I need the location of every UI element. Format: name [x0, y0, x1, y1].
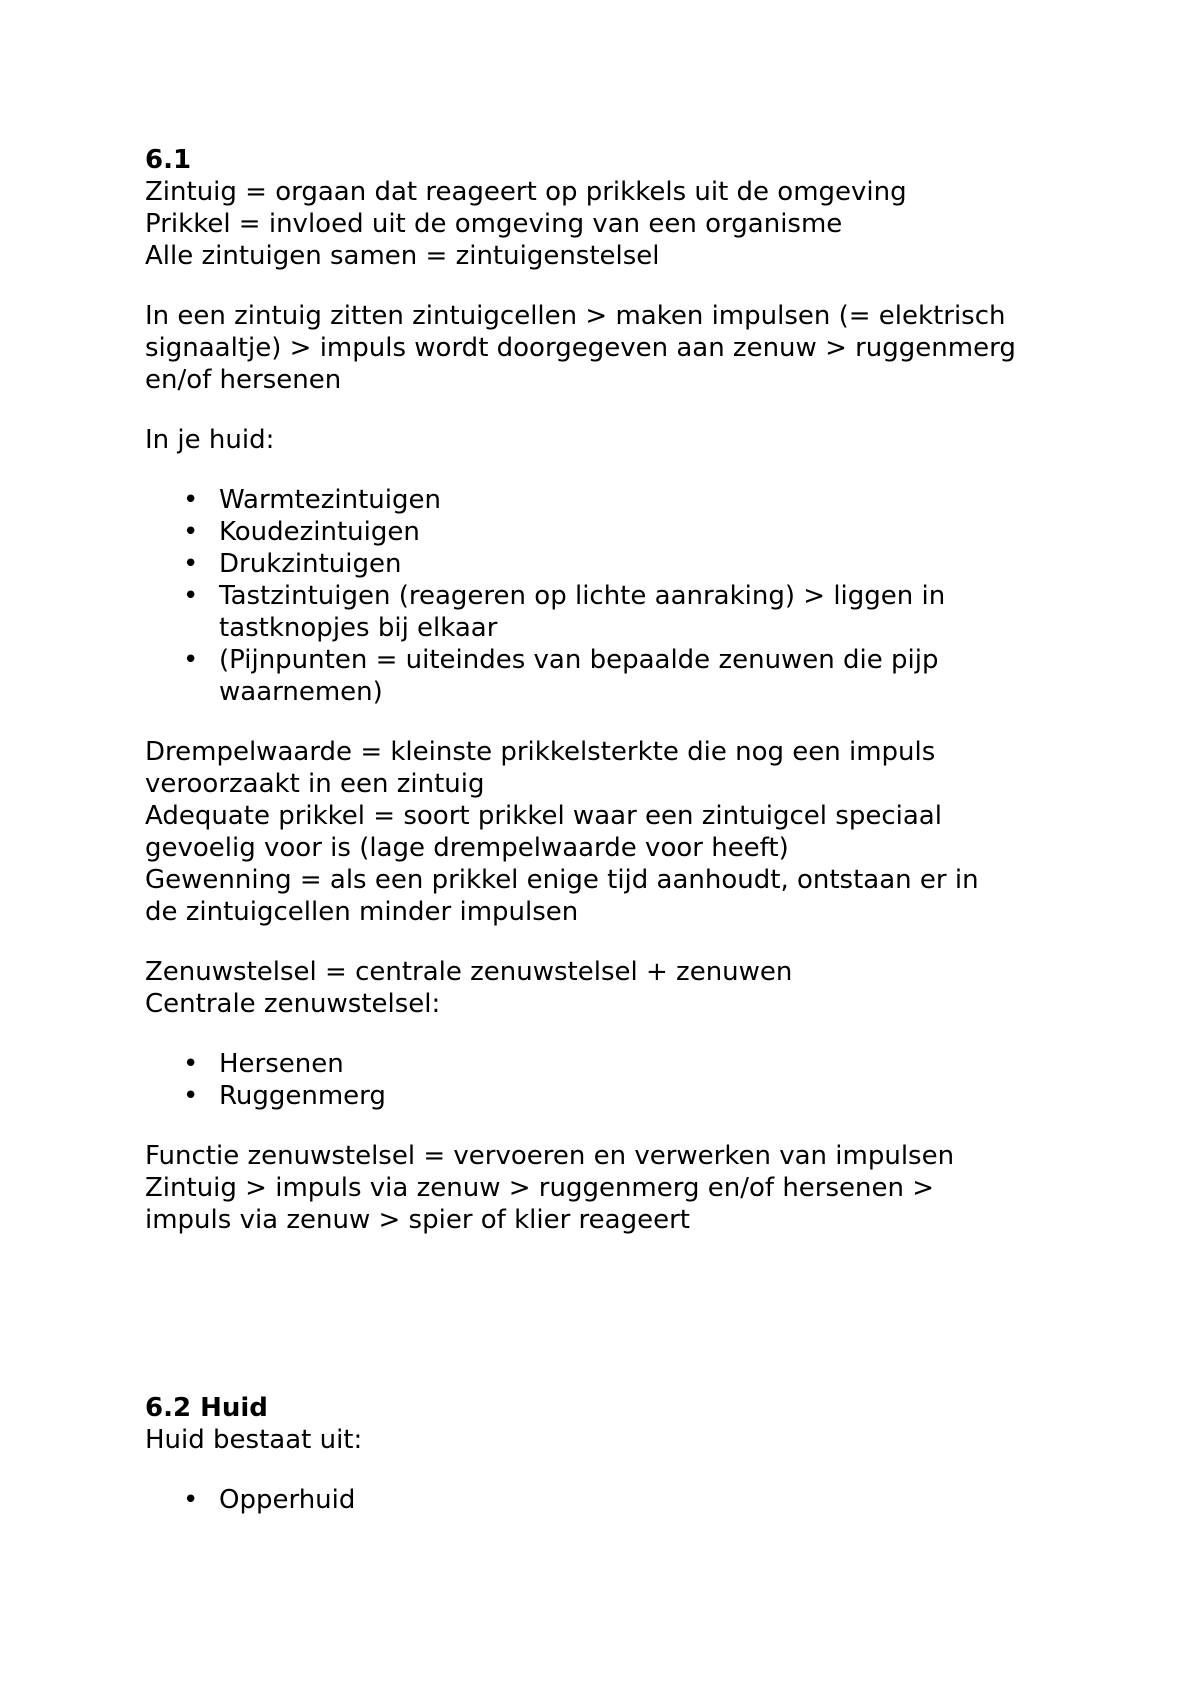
definition-line: Prikkel = invloed uit de omgeving van een organisme: [145, 209, 843, 239]
paragraph-line: de zintuigcellen minder impulsen: [145, 897, 579, 927]
list-item: [145, 516, 1085, 548]
list-item: [145, 644, 1085, 708]
list-item-text: Tastzintuigen (reageren op lichte aanraking) > liggen in: [219, 581, 946, 611]
list-item-text: Opperhuid: [219, 1485, 356, 1515]
paragraph-line: Gewenning = als een prikkel enige tijd aanhoudt, ontstaan er in: [145, 865, 979, 895]
bullet-icon: •: [183, 485, 199, 515]
list-item: [145, 548, 1085, 580]
definition-line: Zintuig = orgaan dat reageert op prikkels uit de omgeving: [145, 177, 907, 207]
list-item-text: Drukzintuigen: [219, 549, 402, 579]
list-item-text: Koudezintuigen: [219, 517, 420, 547]
skin-intro: In je huid:: [145, 425, 275, 455]
bullet-icon: •: [183, 517, 199, 547]
document-page: [145, 144, 1085, 1516]
bullet-icon: •: [183, 1049, 199, 1079]
paragraph-line: signaaltje) > impuls wordt doorgegeven aan zenuw > ruggenmerg: [145, 333, 1016, 363]
paragraph-line: In een zintuig zitten zintuigcellen > maken impulsen (= elektrisch: [145, 301, 1006, 331]
list-item-text: (Pijnpunten = uiteindes van bepaalde zenuwen die pijp: [219, 645, 939, 675]
paragraph-line: Drempelwaarde = kleinste prikkelsterkte die nog een impuls: [145, 737, 936, 767]
central-nervous-list: [145, 1048, 1085, 1112]
section-heading-6-2: 6.2 Huid: [145, 1393, 268, 1423]
paragraph-line: Centrale zenuwstelsel:: [145, 989, 441, 1019]
skin-layers-list: [145, 1484, 1085, 1516]
paragraph-line: veroorzaakt in een zintuig: [145, 769, 485, 799]
list-item-text: Ruggenmerg: [219, 1081, 386, 1111]
paragraph-line: en/of hersenen: [145, 365, 342, 395]
list-item-text: Hersenen: [219, 1049, 344, 1079]
bullet-icon: •: [183, 645, 199, 675]
paragraph-line: Zintuig > impuls via zenuw > ruggenmerg en/of hersenen >: [145, 1173, 935, 1203]
list-item: [145, 1484, 1085, 1516]
skin-senses-list: [145, 484, 1085, 708]
paragraph-line: Zenuwstelsel = centrale zenuwstelsel + zenuwen: [145, 957, 793, 987]
function-paragraph: [145, 1140, 1085, 1236]
paragraph-line: Adequate prikkel = soort prikkel waar een zintuigcel speciaal: [145, 801, 942, 831]
list-item-text: waarnemen): [219, 677, 383, 707]
paragraph-line: impuls via zenuw > spier of klier reageert: [145, 1205, 690, 1235]
list-item: [145, 1080, 1085, 1112]
bullet-icon: •: [183, 1081, 199, 1111]
list-item: [145, 1048, 1085, 1080]
list-item: [145, 580, 1085, 644]
nervous-system-paragraph: [145, 956, 1085, 1020]
paragraph-line: gevoelig voor is (lage drempelwaarde voor heeft): [145, 833, 789, 863]
skin-composition-intro: Huid bestaat uit:: [145, 1425, 363, 1455]
definitions-paragraph: [145, 176, 1085, 272]
threshold-paragraph: [145, 736, 1085, 928]
impulse-paragraph: [145, 300, 1085, 396]
paragraph-line: Functie zenuwstelsel = vervoeren en verwerken van impulsen: [145, 1141, 955, 1171]
list-item-text: tastknopjes bij elkaar: [219, 613, 498, 643]
section-heading-6-1: 6.1: [145, 145, 192, 175]
definition-line: Alle zintuigen samen = zintuigenstelsel: [145, 241, 660, 271]
list-item-text: Warmtezintuigen: [219, 485, 441, 515]
bullet-icon: •: [183, 581, 199, 611]
bullet-icon: •: [183, 1485, 199, 1515]
bullet-icon: •: [183, 549, 199, 579]
list-item: [145, 484, 1085, 516]
